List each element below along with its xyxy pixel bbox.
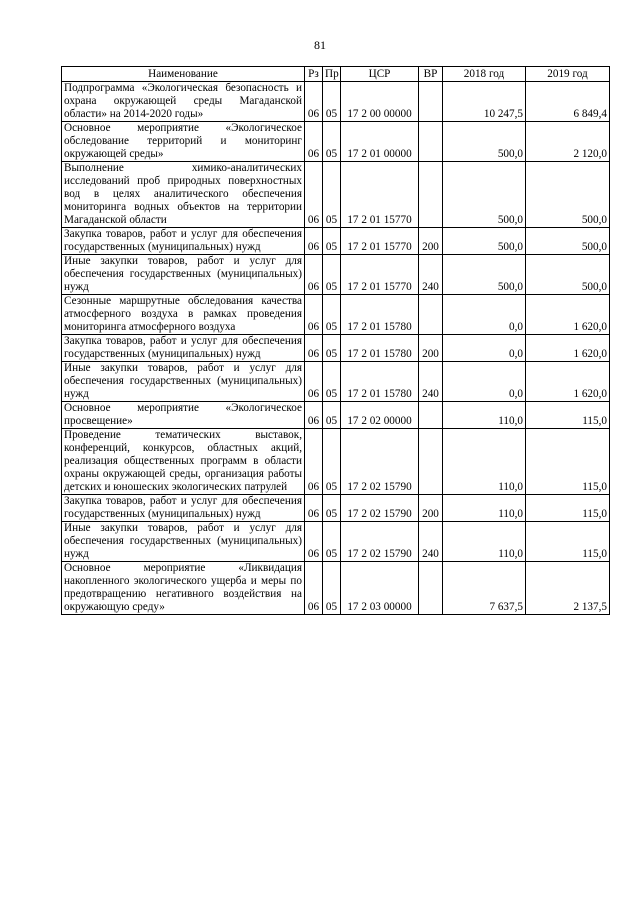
row-2018: 500,0 (443, 122, 526, 162)
row-name: Выполнение химико-аналитических исследований проб природных поверхностных вод в целях аналитического обеспечения мониторинга водных объектов на территории Магаданской области (62, 162, 305, 228)
row-pr: 05 (323, 562, 341, 615)
budget-table (61, 66, 610, 615)
header-vr: ВР (419, 67, 443, 82)
row-rz: 06 (305, 162, 323, 228)
row-2018: 110,0 (443, 429, 526, 495)
row-2019: 115,0 (526, 429, 610, 495)
row-pr: 05 (323, 402, 341, 429)
row-2019: 2 120,0 (526, 122, 610, 162)
row-name: Подпрограмма «Экологическая безопасность и охрана окружающей среды Магаданской области» на 2014-2020 годы» (62, 82, 305, 122)
row-rz: 06 (305, 495, 323, 522)
row-pr: 05 (323, 255, 341, 295)
row-rz: 06 (305, 82, 323, 122)
row-name: Основное мероприятие «Экологическое просвещение» (62, 402, 305, 429)
row-csr: 17 2 01 15770 (341, 162, 419, 228)
row-name: Иные закупки товаров, работ и услуг для обеспечения государственных (муниципальных) нужд (62, 522, 305, 562)
header-csr: ЦСР (341, 67, 419, 82)
row-csr: 17 2 01 15780 (341, 362, 419, 402)
row-pr: 05 (323, 82, 341, 122)
row-rz: 06 (305, 335, 323, 362)
row-csr: 17 2 02 15790 (341, 522, 419, 562)
row-rz: 06 (305, 362, 323, 402)
table-row (62, 362, 610, 402)
row-name: Основное мероприятие «Экологическое обследование территорий и мониторинг окружающей среды» (62, 122, 305, 162)
row-2018: 110,0 (443, 495, 526, 522)
row-2019: 500,0 (526, 162, 610, 228)
table-row (62, 82, 610, 122)
row-vr: 240 (419, 362, 443, 402)
row-csr: 17 2 00 00000 (341, 82, 419, 122)
row-rz: 06 (305, 402, 323, 429)
row-2019: 1 620,0 (526, 295, 610, 335)
row-2019: 115,0 (526, 495, 610, 522)
row-rz: 06 (305, 122, 323, 162)
row-pr: 05 (323, 335, 341, 362)
row-rz: 06 (305, 255, 323, 295)
row-2018: 500,0 (443, 255, 526, 295)
row-name: Основное мероприятие «Ликвидация накопленного экологического ущерба и меры по предотвращению негативного воздействия на окружающую среду» (62, 562, 305, 615)
row-2018: 500,0 (443, 228, 526, 255)
row-pr: 05 (323, 228, 341, 255)
row-2019: 500,0 (526, 255, 610, 295)
row-name: Закупка товаров, работ и услуг для обеспечения государственных (муниципальных) нужд (62, 495, 305, 522)
row-2019: 6 849,4 (526, 82, 610, 122)
row-rz: 06 (305, 562, 323, 615)
row-name: Иные закупки товаров, работ и услуг для обеспечения государственных (муниципальных) нужд (62, 362, 305, 402)
row-2018: 0,0 (443, 295, 526, 335)
row-csr: 17 2 01 00000 (341, 122, 419, 162)
table-row (62, 295, 610, 335)
row-csr: 17 2 01 15780 (341, 335, 419, 362)
row-pr: 05 (323, 495, 341, 522)
row-2018: 0,0 (443, 335, 526, 362)
row-name: Закупка товаров, работ и услуг для обеспечения государственных (муниципальных) нужд (62, 335, 305, 362)
row-pr: 05 (323, 122, 341, 162)
row-vr (419, 402, 443, 429)
row-name: Проведение тематических выставок, конференций, конкурсов, областных акций, реализация общественных программ в области охраны окружающей среды, организация работы детских и юношеских экологических патрулей (62, 429, 305, 495)
row-pr: 05 (323, 522, 341, 562)
row-vr: 200 (419, 335, 443, 362)
row-vr: 200 (419, 228, 443, 255)
row-rz: 06 (305, 228, 323, 255)
row-csr: 17 2 02 15790 (341, 495, 419, 522)
row-name: Иные закупки товаров, работ и услуг для обеспечения государственных (муниципальных) нужд (62, 255, 305, 295)
row-pr: 05 (323, 429, 341, 495)
table-row (62, 335, 610, 362)
row-csr: 17 2 01 15770 (341, 228, 419, 255)
row-rz: 06 (305, 522, 323, 562)
row-vr (419, 295, 443, 335)
table-header-row (62, 67, 610, 82)
row-csr: 17 2 03 00000 (341, 562, 419, 615)
row-vr (419, 562, 443, 615)
row-rz: 06 (305, 429, 323, 495)
row-vr (419, 429, 443, 495)
table-row (62, 522, 610, 562)
table-row (62, 228, 610, 255)
row-rz: 06 (305, 295, 323, 335)
row-vr (419, 122, 443, 162)
row-2019: 1 620,0 (526, 362, 610, 402)
page-number: 81 (314, 38, 326, 52)
row-csr: 17 2 01 15770 (341, 255, 419, 295)
header-2018: 2018 год (443, 67, 526, 82)
header-rz: Рз (305, 67, 323, 82)
row-vr: 240 (419, 522, 443, 562)
row-vr (419, 162, 443, 228)
row-pr: 05 (323, 362, 341, 402)
row-2018: 7 637,5 (443, 562, 526, 615)
table-row (62, 255, 610, 295)
row-2019: 115,0 (526, 522, 610, 562)
row-vr (419, 82, 443, 122)
row-2019: 500,0 (526, 228, 610, 255)
row-pr: 05 (323, 295, 341, 335)
row-csr: 17 2 01 15780 (341, 295, 419, 335)
row-2019: 115,0 (526, 402, 610, 429)
row-pr: 05 (323, 162, 341, 228)
table-row (62, 122, 610, 162)
header-name: Наименование (62, 67, 305, 82)
table-row (62, 495, 610, 522)
header-2019: 2019 год (526, 67, 610, 82)
header-pr: Пр (323, 67, 341, 82)
row-csr: 17 2 02 00000 (341, 402, 419, 429)
row-csr: 17 2 02 15790 (341, 429, 419, 495)
table-row (62, 562, 610, 615)
table-row (62, 429, 610, 495)
row-name: Сезонные маршрутные обследования качества атмосферного воздуха в рамках проведения мониторинга атмосферного воздуха (62, 295, 305, 335)
row-name: Закупка товаров, работ и услуг для обеспечения государственных (муниципальных) нужд (62, 228, 305, 255)
row-vr: 200 (419, 495, 443, 522)
table-row (62, 402, 610, 429)
row-2019: 1 620,0 (526, 335, 610, 362)
table-row (62, 162, 610, 228)
row-2019: 2 137,5 (526, 562, 610, 615)
row-2018: 110,0 (443, 402, 526, 429)
row-2018: 0,0 (443, 362, 526, 402)
row-2018: 110,0 (443, 522, 526, 562)
row-2018: 500,0 (443, 162, 526, 228)
row-vr: 240 (419, 255, 443, 295)
row-2018: 10 247,5 (443, 82, 526, 122)
